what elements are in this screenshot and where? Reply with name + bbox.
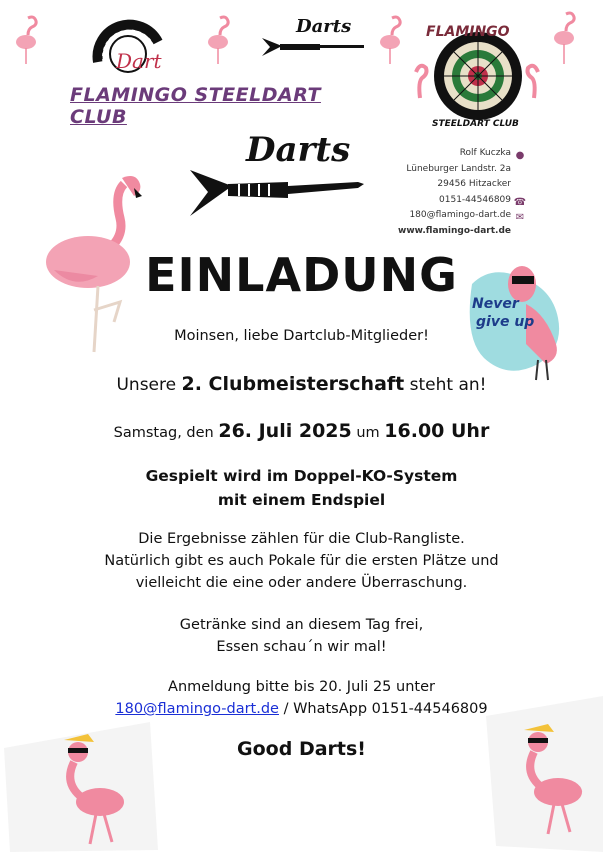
flamingo-icon [552,10,582,66]
signup-line1: Anmeldung bitte bis 20. Juli 25 unter [168,679,435,695]
announce-post: steht an! [409,375,487,395]
results-line1: Die Ergebnisse zählen für die Club-Rangliste. [138,531,465,547]
darts-wordmark: Darts [296,16,352,37]
signup-email-link[interactable]: 180@flamingo-dart.de [115,701,279,717]
contact-block [311,146,511,239]
announce-bold: 2. Clubmeisterschaft [181,373,405,395]
greeting: Moinsen, liebe Dartclub-Mitglieder! [174,328,429,344]
sticker-line2: give up [476,314,535,330]
flamingo-icon [14,14,44,66]
contact-website[interactable]: www.flamingo-dart.de [398,225,511,236]
flamingo-icon [206,14,236,66]
badge-top-text: FLAMINGO [426,24,510,40]
contact-street: Lüneburger Landstr. 2a [406,163,511,174]
results-line2: Natürlich gibt es auch Pokale für die ersten Plätze und [104,553,499,569]
time-bold: 16.00 Uhr [384,420,490,442]
signup-whatsapp: / WhatsApp 0151-44546809 [278,701,488,717]
darts-logo-text: Darts [246,130,351,170]
flamingo-icon [378,14,408,66]
event-date [0,420,603,442]
flamingo-sunglasses-sticker-left [0,704,160,852]
contact-icons [513,148,527,226]
sticker-line1: Never [472,296,519,312]
location-pin-icon: ● [515,150,525,161]
contact-email: 180@flamingo-dart.de [409,210,511,220]
mode-line1: Gespielt wird im Doppel-KO-System [145,467,458,485]
date-mid: um [356,425,380,441]
club-badge-logo [406,12,546,130]
drinks-paragraph [0,614,603,658]
envelope-icon: ✉ [515,212,525,223]
date-bold: 26. Juli 2025 [218,420,352,442]
phone-icon: ☎ [513,196,527,208]
contact-city: 29456 Hitzacker [437,179,511,189]
drinks-line1: Getränke sind an diesem Tag frei, [179,617,424,633]
contact-phone: 0151-44546809 [439,194,511,205]
dartboard-logo-icon [90,12,166,82]
flamingo-sunglasses-sticker-right [466,696,603,852]
club-name: FLAMINGO STEELDART CLUB [70,84,321,128]
dart-arrow-icon [260,34,368,60]
results-paragraph [0,528,603,594]
drinks-line2: Essen schau´n wir mal! [216,639,387,655]
closing-text: Good Darts! [237,738,366,760]
svg-text:Dart: Dart [116,49,162,73]
results-line3: vielleicht die eine oder andere Überraschung. [135,575,468,591]
announce-pre: Unsere [116,375,177,395]
announcement [0,373,603,395]
date-pre: Samstag, den [113,425,214,441]
mode-line2: mit einem Endspiel [217,491,386,509]
badge-bottom-text: STEELDART CLUB [432,119,519,129]
contact-name: Rolf Kuczka [459,148,511,158]
tournament-mode [0,464,603,512]
page-title: EINLADUNG [145,248,458,302]
